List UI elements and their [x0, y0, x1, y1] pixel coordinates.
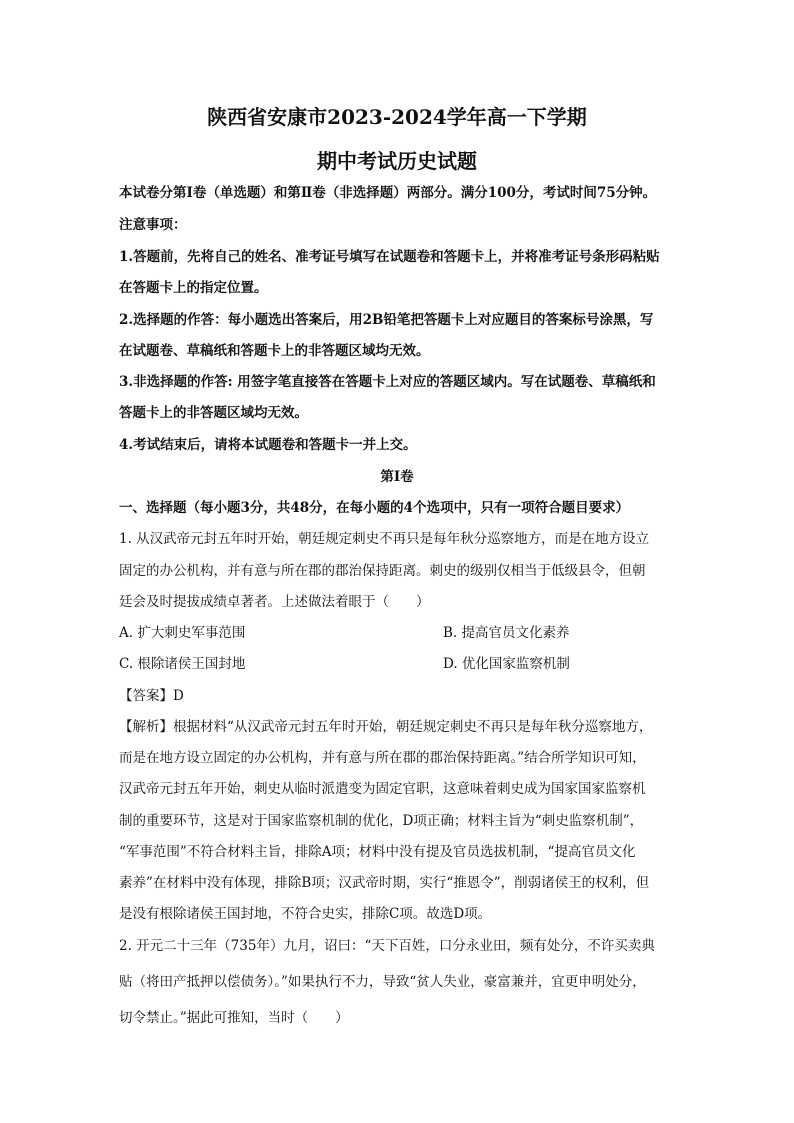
notice-line: 答题卡上的非答题区域均无效。 — [119, 405, 308, 421]
question-1-answer: 【答案】D — [119, 688, 184, 704]
question-2-text: 切令禁止。”据此可推知，当时（ ） — [119, 1010, 349, 1026]
question-2-text: 2. 开元二十三年（735年）九月，诏曰：“天下百姓，口分永业田，频有处分，不许买卖典 — [119, 938, 655, 954]
question-1-option-a: A. 扩大刺史军事范围 — [119, 625, 246, 641]
notice-line: 4.考试结束后，请将本试题卷和答题卡一并上交。 — [119, 437, 417, 453]
question-1-text: 廷会及时提拔成绩卓著者。上述做法着眼于（ ） — [119, 594, 430, 610]
notice-line: 在答题卡上的指定位置。 — [119, 280, 268, 296]
document-title-line-1: 陕西省安康市2023-2024学年高一下学期 — [207, 105, 587, 129]
notice-line: 3.非选择题的作答: 用签字笔直接答在答题卡上对应的答题区域内。写在试题卷、草稿纸和 — [119, 374, 656, 390]
notice-line: 2.选择题的作答：每小题选出答案后，用2B铅笔把答题卡上对应题目的答案标号涂黑，写 — [119, 312, 654, 328]
question-1-analysis: 【解析】根据材料“从汉武帝元封五年时开始，朝廷规定刺史不再只是每年秋分巡察地方， — [119, 719, 653, 735]
exam-intro: 本试卷分第Ⅰ卷（单选题）和第Ⅱ卷（非选择题）两部分。满分100分，考试时间75分钟。 — [119, 185, 657, 201]
question-1-option-d: D. 优化国家监察机制 — [443, 656, 570, 672]
question-1-analysis: 是没有根除诸侯王国封地，不符合史实，排除C项。故选D项。 — [119, 906, 492, 922]
question-1-option-c: C. 根除诸侯王国封地 — [119, 656, 246, 672]
notice-heading: 注意事项： — [119, 217, 187, 233]
notice-line: 1.答题前，先将自己的姓名、准考证号填写在试题卷和答题卡上，并将准考证号条形码粘贴 — [119, 249, 660, 265]
question-1-text: 固定的办公机构，并有意与所在郡的郡治保持距离。刺史的级别仅相当于低级县令，但朝 — [119, 563, 646, 579]
question-1-text: 1. 从汉武帝元封五年时开始，朝廷规定刺史不再只是每年秋分巡察地方，而是在地方设立 — [119, 531, 650, 547]
question-1-analysis: 汉武帝元封五年开始，刺史从临时派遣变为固定官职，这意味着刺史成为国家国家监察机 — [119, 781, 646, 797]
section-label: 第Ⅰ卷 — [380, 469, 414, 485]
question-2-text: 贴（将田产抵押以偿债务）。”如果执行不力，导致“贫人失业，豪富兼并，宜更申明处分， — [119, 974, 646, 990]
question-1-analysis: 素养”在材料中没有体现，排除B项；汉武帝时期，实行“推恩令”，削弱诸侯王的权利，但 — [119, 875, 650, 891]
question-1-analysis: 制的重要环节，这是对于国家监察机制的优化，D项正确；材料主旨为“刺史监察机制”， — [119, 813, 644, 829]
question-1-analysis: “军事范围”不符合材料主旨，排除A项；材料中没有提及官员选拔机制，“提高官员文化 — [119, 844, 636, 860]
document-title-line-2: 期中考试历史试题 — [317, 149, 477, 173]
question-1-analysis: 而是在地方设立固定的办公机构，并有意与所在郡的郡治保持距离。”结合所学知识可知， — [119, 750, 646, 766]
question-1-option-b: B. 提高官员文化素养 — [443, 625, 570, 641]
notice-line: 在试题卷、草稿纸和答题卡上的非答题区域均无效。 — [119, 343, 430, 359]
section-heading: 一、选择题（每小题3分，共48分，在每小题的4个选项中，只有一项符合题目要求） — [119, 500, 630, 516]
